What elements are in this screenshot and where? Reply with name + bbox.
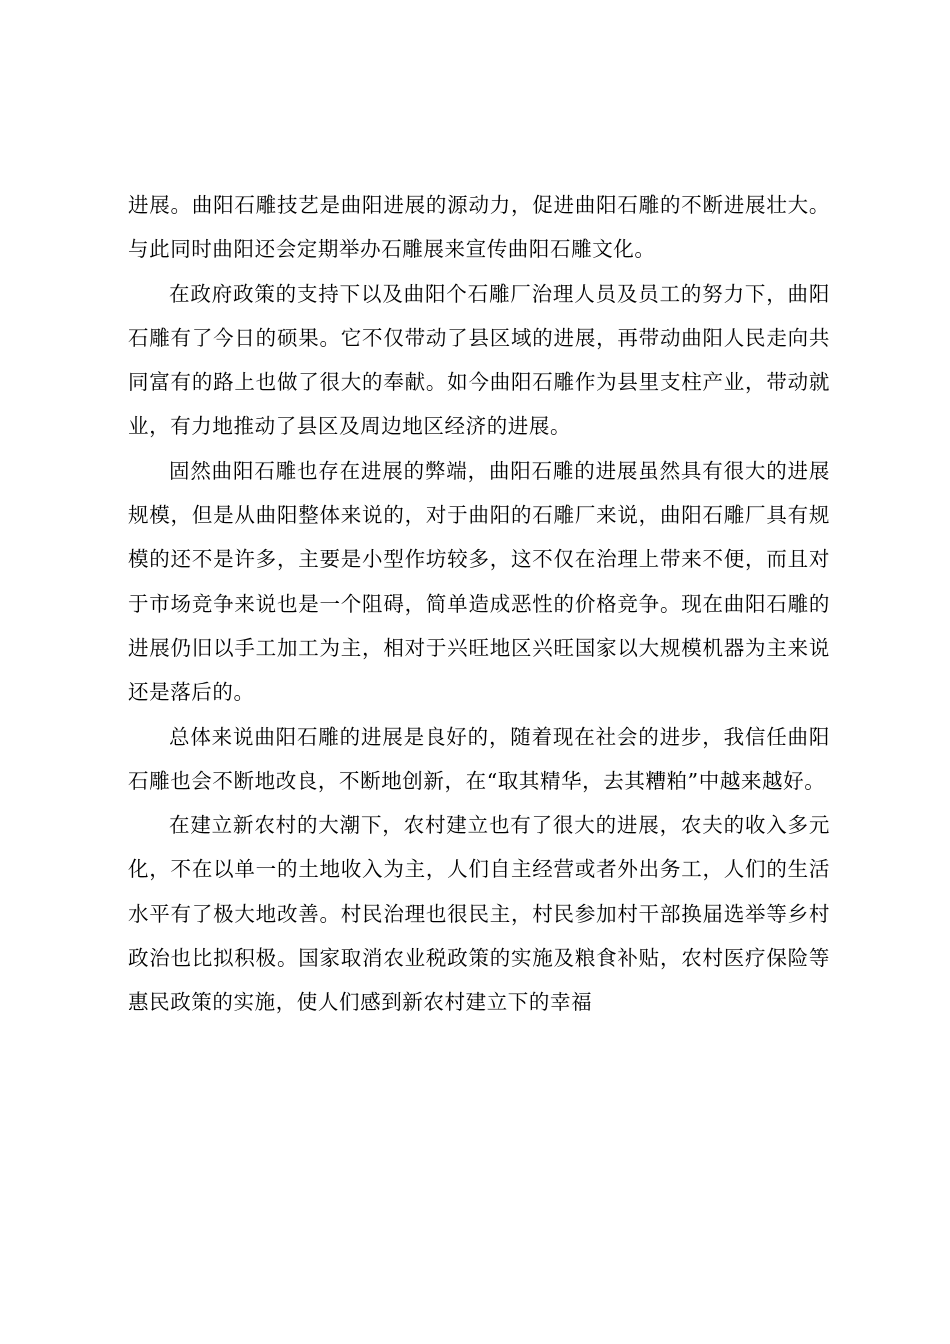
paragraph-1: 进展。曲阳石雕技艺是曲阳进展的源动力，促进曲阳石雕的不断进展壮大。与此同时曲阳还会定期举办石雕展来宣传曲阳石雕文化。	[128, 193, 830, 262]
document-body	[128, 183, 830, 1025]
paragraph-2: 在政府政策的支持下以及曲阳个石雕厂治理人员及员工的努力下，曲阳石雕有了今日的硕果。它不仅带动了县区域的进展，再带动曲阳人民走向共同富有的路上也做了很大的奉献。如今曲阳石雕作为县里支柱产业，带动就业，有力地推动了县区及周边地区经济的进展。	[128, 281, 830, 439]
paragraph-4: 总体来说曲阳石雕的进展是良好的，随着现在社会的进步，我信任曲阳石雕也会不断地改良，不断地创新，在“取其精华，去其糟粕”中越来越好。	[128, 724, 830, 793]
paragraph-5: 在建立新农村的大潮下，农村建立也有了很大的进展，农夫的收入多元化，不在以单一的土地收入为主，人们自主经营或者外出务工，人们的生活水平有了极大地改善。村民治理也很民主，村民参加村干部换届选举等乡村政治也比拟积极。国家取消农业税政策的实施及粮食补贴，农村医疗保险等惠民政策的实施，使人们感到新农村建立下的幸福	[128, 813, 830, 1015]
paragraph-3: 固然曲阳石雕也存在进展的弊端，曲阳石雕的进展虽然具有很大的进展规模，但是从曲阳整体来说的，对于曲阳的石雕厂来说，曲阳石雕厂具有规模的还不是许多，主要是小型作坊较多，这不仅在治理上带来不便，而且对于市场竞争来说也是一个阻碍，简单造成恶性的价格竞争。现在曲阳石雕的进展仍旧以手工加工为主，相对于兴旺地区兴旺国家以大规模机器为主来说还是落后的。	[128, 458, 830, 705]
